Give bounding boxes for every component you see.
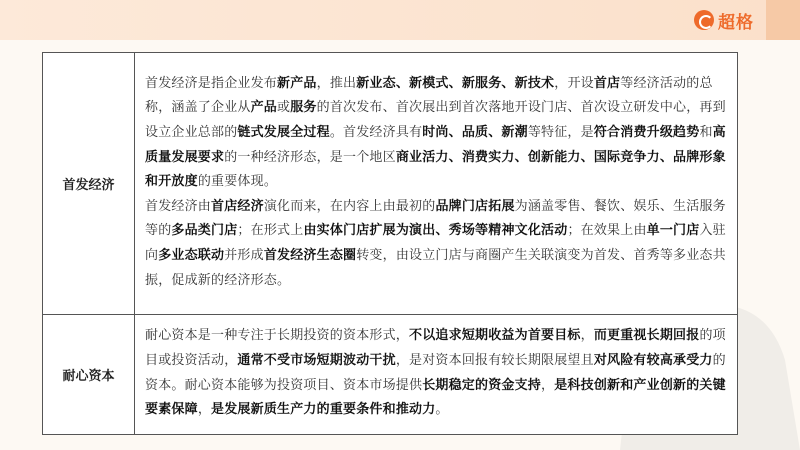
emphasized-text: 服务 bbox=[290, 100, 317, 116]
body-text: 首发经济由 bbox=[145, 198, 212, 214]
body-text: ，是对资本回报有较长期限展望且 bbox=[395, 352, 594, 368]
emphasized-text: 对风险有较高承受力 bbox=[593, 352, 713, 368]
emphasized-text: 首发经济生态圈 bbox=[263, 247, 357, 263]
body-text: ， bbox=[580, 328, 594, 344]
emphasized-text: 商业活力、消费实力、创新能力、国际竞争力、品牌形象和开放度 bbox=[145, 149, 726, 190]
emphasized-text: 产品 bbox=[250, 100, 278, 116]
definition-cell bbox=[135, 315, 738, 435]
body-text: 并形成 bbox=[224, 247, 264, 263]
definition-paragraph bbox=[145, 72, 729, 195]
emphasized-text: 而更重视长期回报 bbox=[593, 328, 700, 344]
emphasized-text: 首店 bbox=[593, 75, 621, 91]
body-text: 转变，由设立门店与商圈产生关联演变为首发、首秀等多业态共振，促成新的经济形态。 bbox=[145, 247, 726, 288]
g-logo-icon bbox=[694, 10, 714, 30]
emphasized-text: 通常不受市场短期波动干扰 bbox=[237, 352, 396, 368]
table-row bbox=[43, 53, 738, 315]
table-row bbox=[43, 315, 738, 435]
emphasized-text: 不以追求短期收益为首要目标 bbox=[409, 328, 581, 344]
body-text: ，开设 bbox=[554, 75, 594, 91]
body-text: 等经济活动的总称，涵盖了企业从 bbox=[145, 75, 713, 116]
emphasized-text: 首店经济 bbox=[211, 198, 264, 214]
definition-cell bbox=[135, 53, 738, 315]
emphasized-text: 是发展新质生产力的重要条件和推动力 bbox=[211, 402, 436, 418]
emphasized-text: 多品类门店 bbox=[171, 223, 238, 239]
body-text: ， bbox=[197, 402, 212, 418]
body-text: 的资本。耐心资本能够为投资项目、资本市场提供 bbox=[145, 352, 726, 393]
body-text: 的首次发布、首次展出到首次落地开设门店、首次设立研发中心，再到设立企业总部的 bbox=[145, 100, 726, 141]
body-text: ；在形式上 bbox=[237, 223, 304, 239]
term-cell: 首发经济 bbox=[43, 53, 135, 315]
emphasized-text: 高质量发展要求 bbox=[145, 125, 726, 165]
emphasized-text: 是科技创新和产业创新的关键要素保障 bbox=[145, 377, 726, 418]
emphasized-text: 单一门店 bbox=[646, 223, 700, 239]
term-cell: 耐心资本 bbox=[43, 315, 135, 435]
body-text: 。首发经济具有 bbox=[329, 125, 423, 141]
body-text: ；在效果上由 bbox=[567, 223, 647, 239]
emphasized-text: 链式发展全过程 bbox=[237, 125, 330, 141]
body-text: 入驻向 bbox=[145, 223, 726, 263]
body-text: 为涵盖零售、餐饮、娱乐、生活服务等的 bbox=[145, 198, 726, 239]
emphasized-text: 新业态、新模式、新服务、新技术 bbox=[356, 75, 555, 91]
body-text: 耐心资本是一种专注于长期投资的资本形式， bbox=[145, 328, 410, 344]
body-text: 首发经济是指企业发布 bbox=[145, 75, 278, 91]
definition-table bbox=[42, 52, 738, 435]
body-text: 等特征，是 bbox=[527, 125, 594, 141]
emphasized-text: 时尚、品质、新潮 bbox=[422, 125, 528, 141]
brand-name: 超格 bbox=[718, 12, 754, 33]
definition-paragraph bbox=[145, 195, 729, 293]
definition-paragraph bbox=[145, 324, 729, 422]
body-text: 。 bbox=[435, 402, 449, 418]
body-text: 和 bbox=[699, 125, 713, 141]
brand bbox=[694, 9, 754, 31]
emphasized-text: 品牌门店拓展 bbox=[435, 198, 515, 214]
body-text: 的项目或投资活动， bbox=[145, 328, 726, 368]
emphasized-text: 符合消费升级趋势 bbox=[593, 125, 700, 141]
emphasized-text: 多业态联动 bbox=[158, 247, 225, 263]
emphasized-text: 长期稳定的资金支持 bbox=[422, 377, 542, 393]
body-text: 或 bbox=[277, 100, 291, 116]
top-accent-block bbox=[766, 0, 800, 40]
body-text: 的一种经济形态，是一个地区 bbox=[224, 149, 396, 165]
emphasized-text: 由实体门店扩展为演出、秀场等精神文化活动 bbox=[303, 223, 568, 239]
body-text: ， bbox=[541, 377, 555, 393]
top-banner bbox=[0, 0, 800, 40]
body-text: 演化而来，在内容上由最初的 bbox=[263, 198, 436, 214]
body-text: 的重要体现。 bbox=[197, 174, 278, 190]
body-text: ，推出 bbox=[316, 75, 357, 91]
emphasized-text: 新产品 bbox=[277, 75, 317, 91]
